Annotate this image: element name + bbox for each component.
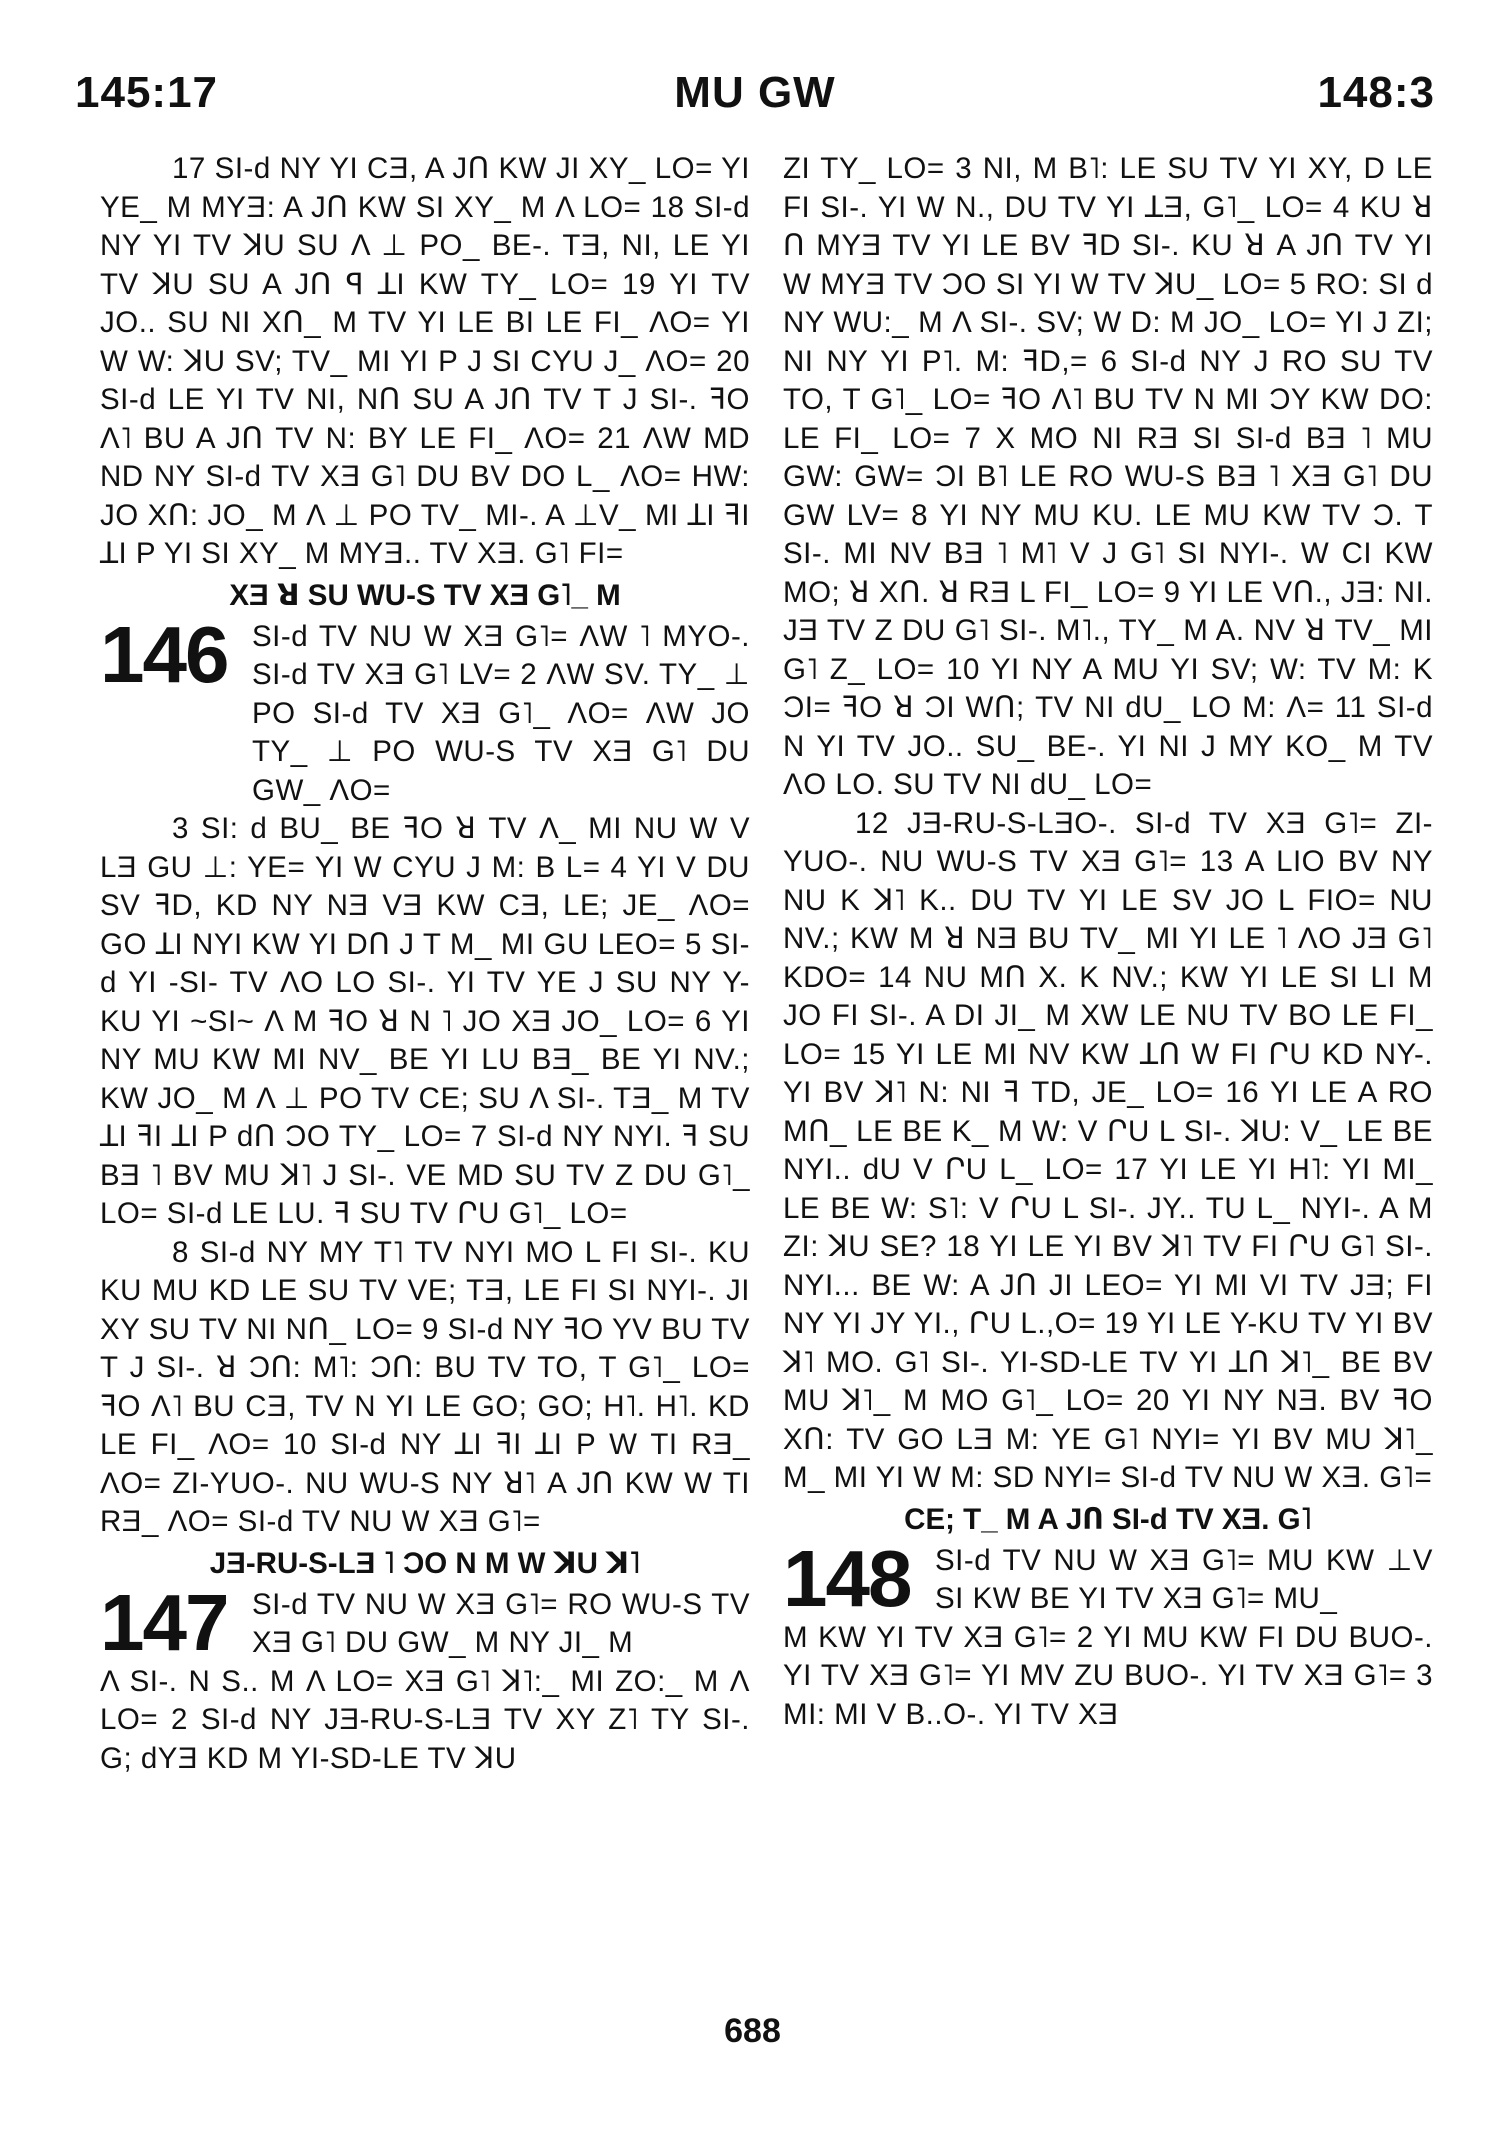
psalm-heading: JƎ-RU-S-LƎ ˥ ƆO N M W ꓘU ꓘ˥: [209, 1546, 641, 1580]
chapter-range-start: 145:17: [75, 68, 219, 117]
page-number: 688: [724, 2012, 781, 2050]
psalm-opening: [100, 1577, 750, 1667]
verse-paragraph: ZI TY_ LO= 3 NI, M B˥: LE SU TV YI XY, D LE FI SI-. YI W N., DU TV YI ꓕƎ, G˥_ LO= 4 KU ꓤ Ո MYƎ TV YI LE BV ꟻD SI-. KU ꓤ A JՈ TV YI W MYƎ TV ƆO SI YI W TV ꓘU_ LO= 5 RO: SI d NY WU:_ M Λ SI-. SV; W D: M JO_ LO= YI J ZI; NI NY YI P˥. M: ꟻD,= 6 SI-d NY J RO SU TV TO, T G˥_ LO= ꟻO Λ˥ BU TV N MI ƆY KW DO: LE FI_ LO= 7 X MO NI RƎ SI SI-d BƎ ˥ MU GW: GW= ƆI B˥ LE RO WU-S BƎ ˥ XƎ G˥ DU GW LV= 8 YI NY MU KU. LE MU KW TV Ɔ. T SI-. MI NV BƎ ˥ M˥ V J G˥ SI NYI-. W CI KW MO; ꓤ XՈ. ꓤ RƎ L FI_ LO= 9 YI LE VՈ., JƎ: NI. JƎ TV Z DU G˥ SI-. M˥., TY_ M A. NV ꓤ TV_ MI G˥ Z_ LO= 10 YI NY A MU YI SV; W: TV M: K ƆI= ꟻO ꓤ ƆI WՈ; TV NI dU_ LO M: Λ= 11 SI-d N YI TV JO.. SU_ BE-. YI NI J MY KO_ M TV ΛO LO. SU TV NI dU_ LO=: [783, 152, 1433, 801]
verse-paragraph: M KW YI TV XƎ G˥= 2 YI MU KW FI DU BUO-. YI TV XƎ G˥= YI MV ZU BUO-. YI TV XƎ G˥= 3 MI: MI V B..O-. YI TV XƎ: [783, 1620, 1433, 1731]
psalm-heading: XƎ ꓤ SU WU-S TV XƎ G˥_ M: [229, 578, 621, 612]
right-column: [783, 150, 1433, 1734]
psalm-opening: [100, 609, 750, 811]
chapter-range-end: 148:3: [1317, 68, 1435, 117]
verse-paragraph: SI-d TV NU W XƎ G˥= MU KW ⊥V SI KW BE YI TV XƎ G˥= MU_: [935, 1543, 1433, 1615]
verse-paragraph: 17 SI-d NY YI CƎ, A JՈ KW JI XY_ LO= YI YE_ M MYƎ: A JՈ KW SI XY_ M Λ LO= 18 SI-d NY YI TV ꓘU SU Λ ⊥ PO_ BE-. TƎ, NI, LE YI TV ꓘU SU A JՈ ꟼ ꓕI KW TY_ LO= 19 YI TV JO.. SU NI XՈ_ M TV YI LE BI LE FI_ ΛO= YI W W: ꓘU SV; TV_ MI YI P J SI CYU J_ ΛO= 20 SI-d LE YI TV NI, NՈ SU A JՈ TV T J SI-. ꟻO Λ˥ BU A JՈ TV N: BY LE FI_ ΛO= 21 ΛW MD ND NY SI-d TV XƎ G˥ DU BV DO L_ ΛO= HW: JO XՈ: JO_ M Λ ⊥ PO TV_ MI-. A ⊥V_ MI ꓕI ꟻI ꓕI P YI SI XY_ M MYƎ.. TV XƎ. G˥ FI=: [100, 152, 750, 570]
verse-paragraph: SI-d TV NU W XƎ G˥= RO WU-S TV XƎ G˥ DU GW_ M NY JI_ M: [252, 1587, 750, 1659]
psalm-heading: CE; T_ M A JՈ SI-d TV XƎ. G˥: [904, 1502, 1312, 1536]
psalm-number: 147: [100, 1577, 228, 1667]
verse-paragraph: SI-d TV NU W XƎ G˥= ΛW ˥ MYO-. SI-d TV XƎ G˥ LV= 2 ΛW SV. TY_ ⊥ PO SI-d TV XƎ G˥_ ΛO= ΛW JO TY_ ⊥ PO WU-S TV XƎ G˥ DU GW_ ΛO=: [252, 619, 750, 807]
verse-paragraph: 3 SI: d BU_ BE ꟻO ꓤ TV Λ_ MI NU W V LƎ GU ⊥: YE= YI W CYU J M: B L= 4 YI V DU SV ꟻD, KD NY NƎ VƎ KW CƎ, LE; JE_ ΛO= GO ꓕI NYI KW YI DՈ J T M_ MI GU LEO= 5 SI-d YI -SI- TV ΛO LO SI-. YI TV YE J SU NY Y-KU YI ~SI~ Λ M ꟻO ꓤ N ˥ JO XƎ JO_ LO= 6 YI NY MU KW MI NV_ BE YI LU BƎ_ BE YI NV.; KW JO_ M Λ ⊥ PO TV CE; SU Λ SI-. TƎ_ M TV ꓕI ꟻI ꓕI P dՈ ƆO TY_ LO= 7 SI-d NY NYI. ꟻ SU BƎ ˥ BV MU ꓘ˥ J SI-. VE MD SU TV Z DU G˥_ LO= SI-d LE LU. ꟻ SU TV ՐU G˥_ LO=: [100, 812, 750, 1230]
book-title: MU GW: [674, 68, 836, 117]
page-header: [75, 68, 1435, 128]
psalm-number: 148: [783, 1533, 911, 1623]
verse-paragraph: 12 JƎ-RU-S-LƎO-. SI-d TV XƎ G˥= ZI-YUO-. NU WU-S TV XƎ G˥= 13 A LIO BV NY NU K ꓘ˥ K.. DU TV YI LE SV JO L FIO= NU NV.; KW M ꓤ NƎ BU TV_ MI YI LE ˥ ΛO JƎ G˥ KDO= 14 NU MՈ X. K NV.; KW YI LE SI LI M JO FI SI-. A DI JI_ M XW LE NU TV BO LE FI_ LO= 15 YI LE MI NV KW ꓕՈ W FI ՐU KD NY-. YI BV ꓘ˥ N: NI ꟻ TD, JE_ LO= 16 YI LE A RO MՈ_ LE BE K_ M W: V ՐU L SI-. ꓘU: V_ LE BE NYI.. dU V ՐU L_ LO= 17 YI LE YI H˥: YI MI_ LE BE W: S˥: V ՐU L SI-. JY.. TU L_ NYI-. A M ZI: ꓘU SE? 18 YI LE YI BV ꓘ˥ TV FI ՐU G˥ SI-. NYI... BE W: A JՈ JI LEO= YI MI VI TV JƎ; FI NY YI JY YI., ՐU L.,O= 19 YI LE Y-KU TV YI BV ꓘ˥ MO. G˥ SI-. YI-SD-LE TV YI ꓕՈ ꓘ˥_ BE BV MU ꓘ˥_ M MO G˥_ LO= 20 YI NY NƎ. BV ꟻO XՈ: TV GO LƎ M: YE G˥ NYI= YI BV MU ꓘ˥_ M_ MI YI W M: SD NYI= SI-d TV NU W XƎ. G˥=: [783, 806, 1433, 1494]
psalm-number: 146: [100, 609, 228, 699]
psalm-opening: [783, 1533, 1433, 1623]
verse-paragraph: Λ SI-. N S.. M Λ LO= XƎ G˥ ꓘ˥:_ MI ZO:_ M Λ LO= 2 SI-d NY JƎ-RU-S-LƎ TV XY Z˥ TY SI-. G; dYƎ KD M YI-SD-LE TV ꓘU: [100, 1664, 750, 1775]
left-column: [100, 150, 750, 1778]
verse-paragraph: 8 SI-d NY MY T˥ TV NYI MO L FI SI-. KU KU MU KD LE SU TV VE; TƎ, LE FI SI NYI-. JI XY SU TV NI NՈ_ LO= 9 SI-d NY ꟻO YV BU TV T J SI-. ꓤ ƆՈ: M˥: ƆՈ: BU TV TO, T G˥_ LO= ꟻO Λ˥ BU CƎ, TV N YI LE GO; GO; H˥. H˥. KD LE FI_ ΛO= 10 SI-d NY ꓕI ꟻI ꓕI P W TI RƎ_ ΛO= ZI-YUO-. NU WU-S NY ꓤ˥ A JՈ KW W TI RƎ_ ΛO= SI-d TV NU W XƎ G˥=: [100, 1235, 750, 1538]
